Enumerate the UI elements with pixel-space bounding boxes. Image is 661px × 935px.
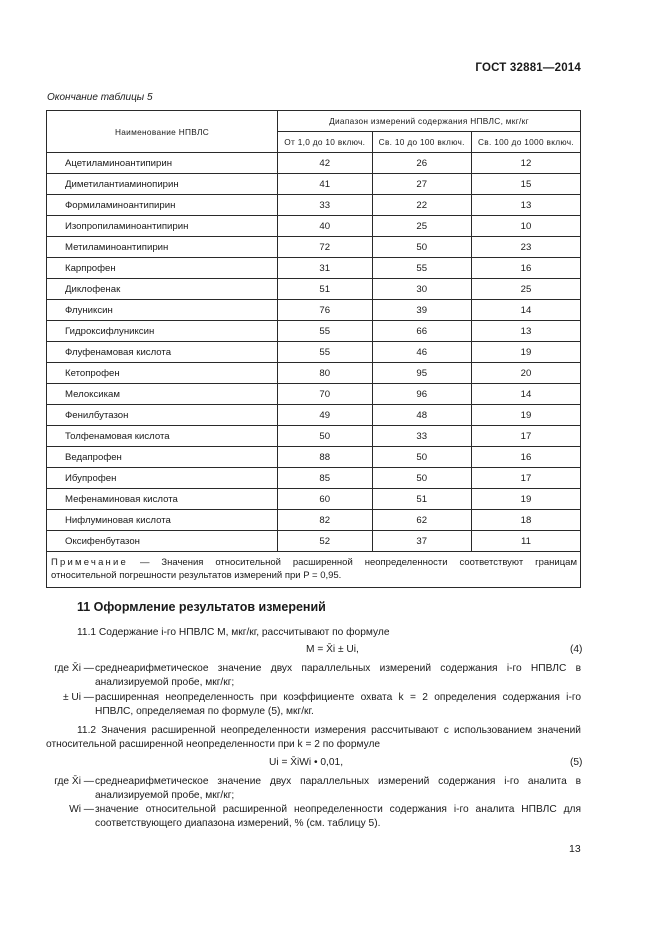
cell-uncertainty-v1: 55 (278, 342, 373, 363)
cell-uncertainty-v3: 10 (471, 216, 580, 237)
cell-uncertainty-v1: 60 (278, 489, 373, 510)
cell-uncertainty-v2: 50 (372, 468, 471, 489)
cell-substance-name: Толфенамовая кислота (47, 426, 278, 447)
cell-substance-name: Мефенаминовая кислота (47, 489, 278, 510)
cell-uncertainty-v2: 39 (372, 300, 471, 321)
cell-uncertainty-v1: 70 (278, 384, 373, 405)
def1-term: где X̄i — (54, 663, 94, 674)
formula-4-text: M = X̄i ± Ui, (306, 644, 359, 655)
table-row (47, 531, 581, 552)
cell-substance-name: Формиламиноантипирин (47, 195, 278, 216)
def1-text: среднеарифметическое значение двух параллельных измерений содержания i-го НПВЛС в анализируемой пробе, мкг/кг; (95, 663, 581, 688)
note-text: — Значения относительной расширенной неопределенности соответствуют границам относительной погрешности результатов измерений при P = 0,95. (51, 557, 577, 581)
cell-uncertainty-v3: 12 (471, 153, 580, 174)
cell-substance-name: Флуниксин (47, 300, 278, 321)
cell-uncertainty-v2: 62 (372, 510, 471, 531)
cell-uncertainty-v1: 76 (278, 300, 373, 321)
cell-uncertainty-v1: 72 (278, 237, 373, 258)
table-caption: Окончание таблицы 5 (47, 92, 153, 103)
cell-substance-name: Диклофенак (47, 279, 278, 300)
cell-substance-name: Ибупрофен (47, 468, 278, 489)
cell-uncertainty-v2: 51 (372, 489, 471, 510)
section-title: 11 Оформление результатов измерений (77, 600, 326, 614)
table-row (47, 489, 581, 510)
cell-uncertainty-v2: 22 (372, 195, 471, 216)
column-header-range-3: Св. 100 до 1000 включ. (471, 132, 580, 153)
cell-substance-name: Ведапрофен (47, 447, 278, 468)
cell-uncertainty-v2: 27 (372, 174, 471, 195)
table-row (47, 258, 581, 279)
cell-substance-name: Гидроксифлуниксин (47, 321, 278, 342)
cell-substance-name: Карпрофен (47, 258, 278, 279)
cell-uncertainty-v2: 25 (372, 216, 471, 237)
cell-uncertainty-v3: 18 (471, 510, 580, 531)
formula-4 (306, 643, 359, 657)
cell-uncertainty-v2: 48 (372, 405, 471, 426)
cell-uncertainty-v2: 37 (372, 531, 471, 552)
paragraph-11-1 (77, 626, 389, 640)
cell-uncertainty-v3: 23 (471, 237, 580, 258)
cell-uncertainty-v3: 11 (471, 531, 580, 552)
table-row (47, 300, 581, 321)
note-label: Примечание (51, 557, 128, 568)
page-number: 13 (569, 843, 581, 855)
cell-uncertainty-v3: 14 (471, 384, 580, 405)
table-note (47, 552, 581, 588)
table-row (47, 342, 581, 363)
cell-uncertainty-v3: 15 (471, 174, 580, 195)
cell-substance-name: Изопропиламиноантипирин (47, 216, 278, 237)
def4-term: Wi — (69, 804, 94, 815)
table-row (47, 510, 581, 531)
cell-uncertainty-v2: 50 (372, 237, 471, 258)
column-header-range-2: Св. 10 до 100 включ. (372, 132, 471, 153)
paragraph-11-2: 11.2 Значения расширенной неопределенности измерения рассчитывают с использованием значений относительной расширенной неопределенности при k = 2 по формуле (46, 725, 581, 750)
cell-uncertainty-v3: 16 (471, 258, 580, 279)
cell-uncertainty-v1: 49 (278, 405, 373, 426)
cell-uncertainty-v2: 26 (372, 153, 471, 174)
def4-text: значение относительной расширенной неопределенности содержания i-го аналита НПВЛС для соответствующего диапазона измерений, % (см. таблицу 5). (95, 804, 581, 829)
formula-5: Ui = X̄iWi • 0,01, (269, 757, 344, 768)
cell-uncertainty-v1: 80 (278, 363, 373, 384)
cell-uncertainty-v3: 19 (471, 405, 580, 426)
cell-uncertainty-v1: 33 (278, 195, 373, 216)
cell-uncertainty-v2: 33 (372, 426, 471, 447)
table-row (47, 216, 581, 237)
table-row (47, 321, 581, 342)
cell-uncertainty-v2: 50 (372, 447, 471, 468)
cell-uncertainty-v2: 46 (372, 342, 471, 363)
table-row (47, 279, 581, 300)
p1-text: 11.1 Содержание i-го НПВЛС M, мкг/кг, рассчитывают по формуле (77, 627, 390, 638)
def3-term: где X̄i — (54, 776, 94, 787)
cell-substance-name: Кетопрофен (47, 363, 278, 384)
cell-substance-name: Нифлуминовая кислота (47, 510, 278, 531)
cell-substance-name: Оксифенбутазон (47, 531, 278, 552)
cell-uncertainty-v2: 95 (372, 363, 471, 384)
data-table (46, 110, 581, 588)
cell-uncertainty-v3: 19 (471, 489, 580, 510)
cell-uncertainty-v1: 40 (278, 216, 373, 237)
cell-substance-name: Ацетиламиноантипирин (47, 153, 278, 174)
column-header-name: Наименование НПВЛС (47, 111, 278, 153)
table-row (47, 363, 581, 384)
cell-uncertainty-v3: 17 (471, 468, 580, 489)
cell-uncertainty-v1: 52 (278, 531, 373, 552)
cell-uncertainty-v1: 50 (278, 426, 373, 447)
cell-uncertainty-v3: 19 (471, 342, 580, 363)
cell-uncertainty-v2: 30 (372, 279, 471, 300)
cell-substance-name: Метиламиноантипирин (47, 237, 278, 258)
formula-5-number: (5) (570, 757, 583, 768)
cell-substance-name: Диметилантиаминопирин (47, 174, 278, 195)
cell-uncertainty-v2: 66 (372, 321, 471, 342)
cell-uncertainty-v2: 96 (372, 384, 471, 405)
formula-4-number: (4) (570, 644, 583, 655)
cell-uncertainty-v1: 82 (278, 510, 373, 531)
cell-uncertainty-v1: 31 (278, 258, 373, 279)
cell-uncertainty-v3: 20 (471, 363, 580, 384)
table-row (47, 195, 581, 216)
cell-uncertainty-v3: 16 (471, 447, 580, 468)
def2-text: расширенная неопределенность при коэффициенте охвата k = 2 определения содержания i-го НПВЛС, определяемая по формуле (5), мкг/кг. (95, 692, 581, 717)
cell-uncertainty-v2: 55 (372, 258, 471, 279)
table-row (47, 384, 581, 405)
cell-uncertainty-v3: 25 (471, 279, 580, 300)
cell-uncertainty-v1: 51 (278, 279, 373, 300)
cell-uncertainty-v1: 85 (278, 468, 373, 489)
table-row (47, 468, 581, 489)
cell-uncertainty-v1: 41 (278, 174, 373, 195)
cell-uncertainty-v1: 55 (278, 321, 373, 342)
standard-number: ГОСТ 32881—2014 (475, 62, 581, 74)
cell-uncertainty-v3: 17 (471, 426, 580, 447)
def2-term: ± Ui — (62, 692, 94, 703)
cell-uncertainty-v3: 13 (471, 195, 580, 216)
table-row (47, 426, 581, 447)
table-row (47, 447, 581, 468)
cell-uncertainty-v1: 42 (278, 153, 373, 174)
column-header-range-1: От 1,0 до 10 включ. (278, 132, 373, 153)
cell-uncertainty-v3: 13 (471, 321, 580, 342)
column-header-range-group: Диапазон измерений содержания НПВЛС, мкг/кг (278, 111, 581, 132)
cell-substance-name: Фенилбутазон (47, 405, 278, 426)
table-row (47, 405, 581, 426)
table-row (47, 153, 581, 174)
table-row (47, 237, 581, 258)
cell-substance-name: Мелоксикам (47, 384, 278, 405)
table-row (47, 174, 581, 195)
cell-substance-name: Флуфенамовая кислота (47, 342, 278, 363)
def3-text: среднеарифметическое значение двух параллельных измерений содержания i-го аналита в анализируемой пробе, мкг/кг; (95, 776, 581, 801)
cell-uncertainty-v1: 88 (278, 447, 373, 468)
cell-uncertainty-v3: 14 (471, 300, 580, 321)
